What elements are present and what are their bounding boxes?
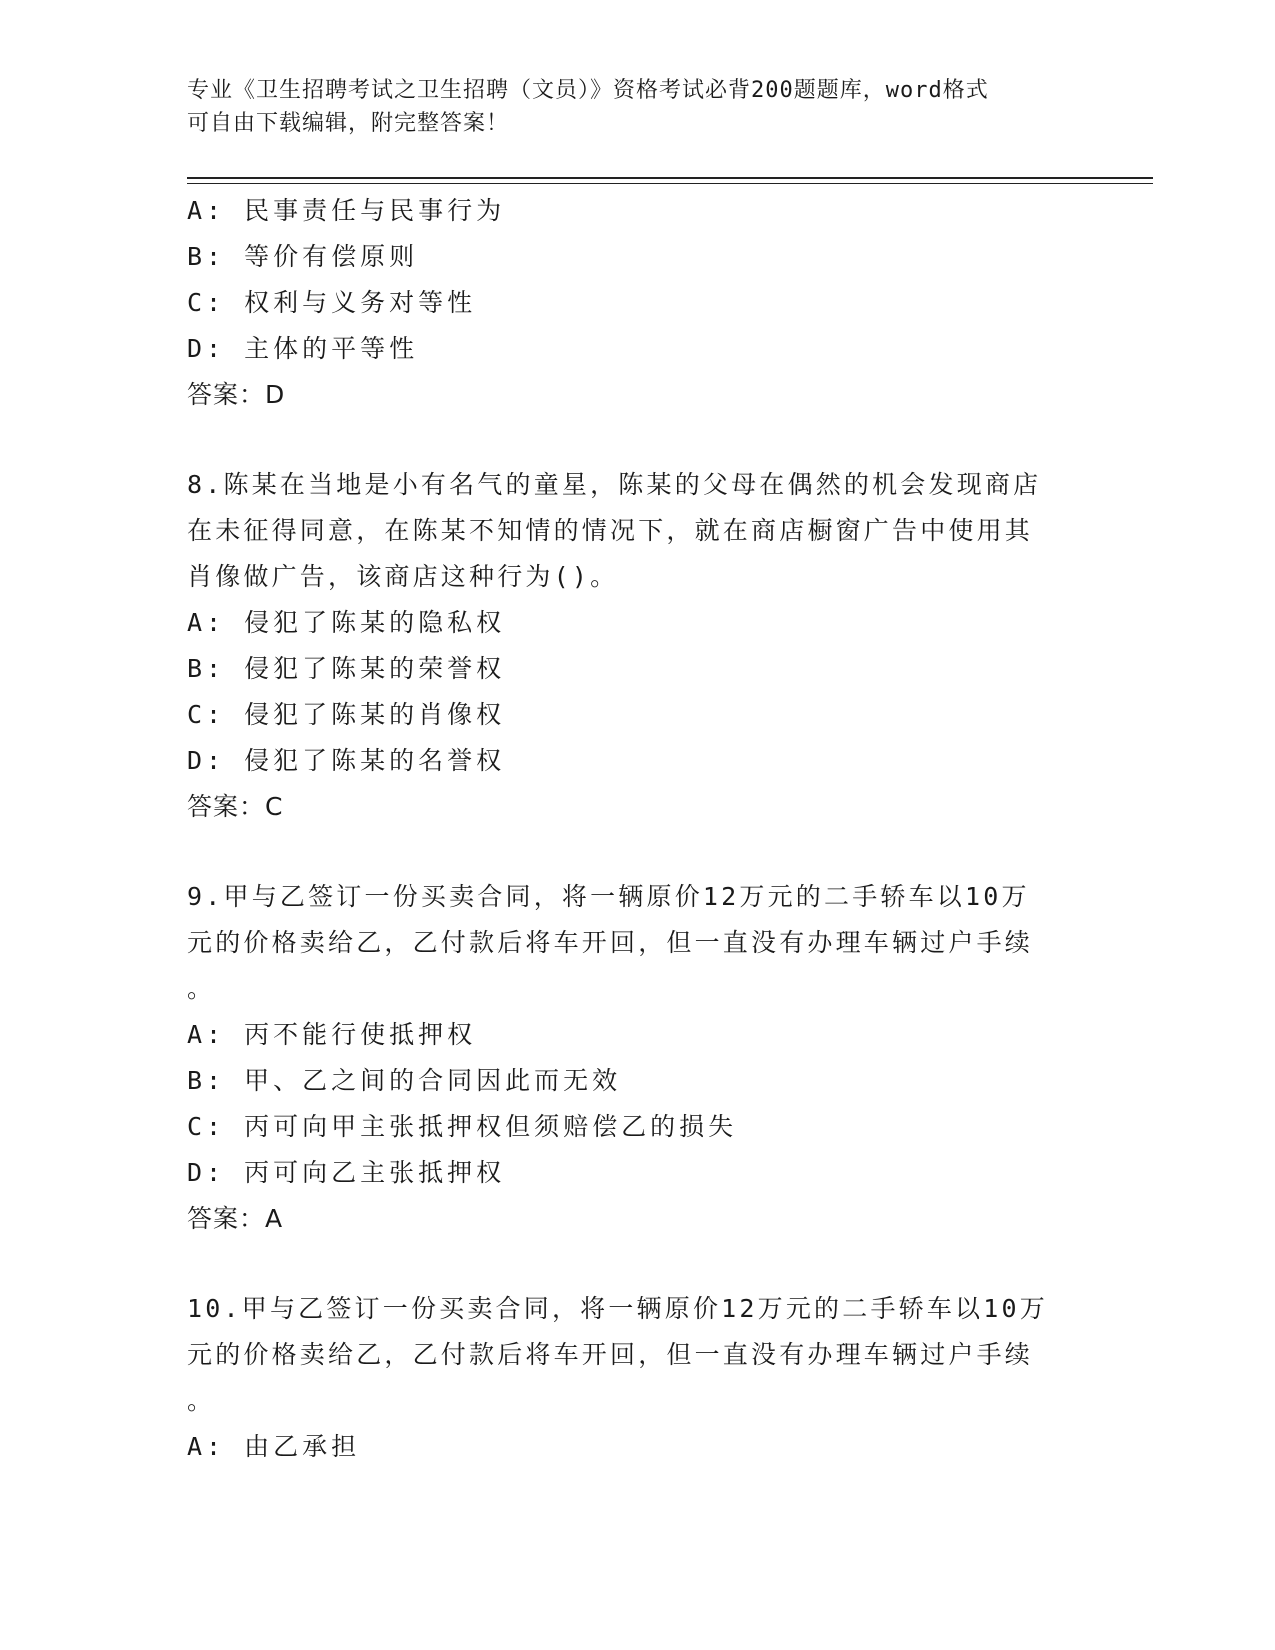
header-rule-thin	[187, 183, 1153, 184]
question-text-line: 。	[187, 974, 216, 1003]
question-text-line: 元的价格卖给乙，乙付款后将车开回，但一直没有办理车辆过户手续	[187, 928, 1034, 957]
question-9-text	[187, 874, 1087, 1012]
option-b: B: 等价有偿原则	[187, 242, 419, 271]
question-text-line: 10.甲与乙签订一份买卖合同，将一辆原价12万元的二手轿车以10万	[187, 1294, 1048, 1323]
option-a: A: 民事责任与民事行为	[187, 196, 506, 225]
question-10-text	[187, 1286, 1087, 1424]
question-8-options	[187, 600, 1087, 784]
question-10-options	[187, 1424, 1087, 1470]
question-text-line: 元的价格卖给乙，乙付款后将车开回，但一直没有办理车辆过户手续	[187, 1340, 1034, 1369]
option-a: A: 侵犯了陈某的隐私权	[187, 608, 506, 637]
question-7-options	[187, 188, 1087, 372]
header-line-1: 专业《卫生招聘考试之卫生招聘（文员）》资格考试必背200题题库，word格式	[187, 78, 989, 103]
option-b: B: 侵犯了陈某的荣誉权	[187, 654, 506, 683]
option-a: A: 由乙承担	[187, 1432, 361, 1461]
spacer	[187, 830, 1087, 874]
option-d: D: 主体的平等性	[187, 334, 419, 363]
option-c: C: 侵犯了陈某的肖像权	[187, 700, 506, 729]
question-9-options	[187, 1012, 1087, 1196]
question-text-line: 。	[187, 1386, 216, 1415]
question-8-answer: 答案：C	[187, 792, 284, 821]
option-a: A: 丙不能行使抵押权	[187, 1020, 477, 1049]
header-rule-thick	[187, 177, 1153, 179]
option-c: C: 丙可向甲主张抵押权但须赔偿乙的损失	[187, 1112, 738, 1141]
option-c: C: 权利与义务对等性	[187, 288, 477, 317]
document-header	[187, 74, 1067, 140]
question-8-text	[187, 462, 1087, 600]
option-b: B: 甲、乙之间的合同因此而无效	[187, 1066, 622, 1095]
question-7-answer: 答案：D	[187, 380, 286, 409]
question-text-line: 在未征得同意，在陈某不知情的情况下，就在商店橱窗广告中使用其	[187, 516, 1034, 545]
spacer	[187, 418, 1087, 462]
header-line-2: 可自由下载编辑，附完整答案！	[187, 111, 510, 136]
spacer	[187, 1242, 1087, 1286]
document-body	[187, 188, 1087, 1470]
question-text-line: 肖像做广告，该商店这种行为()。	[187, 562, 619, 591]
option-d: D: 侵犯了陈某的名誉权	[187, 746, 506, 775]
option-d: D: 丙可向乙主张抵押权	[187, 1158, 506, 1187]
question-9-answer: 答案：A	[187, 1204, 284, 1233]
question-text-line: 9.甲与乙签订一份买卖合同，将一辆原价12万元的二手轿车以10万	[187, 882, 1030, 911]
question-text-line: 8.陈某在当地是小有名气的童星，陈某的父母在偶然的机会发现商店	[187, 470, 1042, 499]
